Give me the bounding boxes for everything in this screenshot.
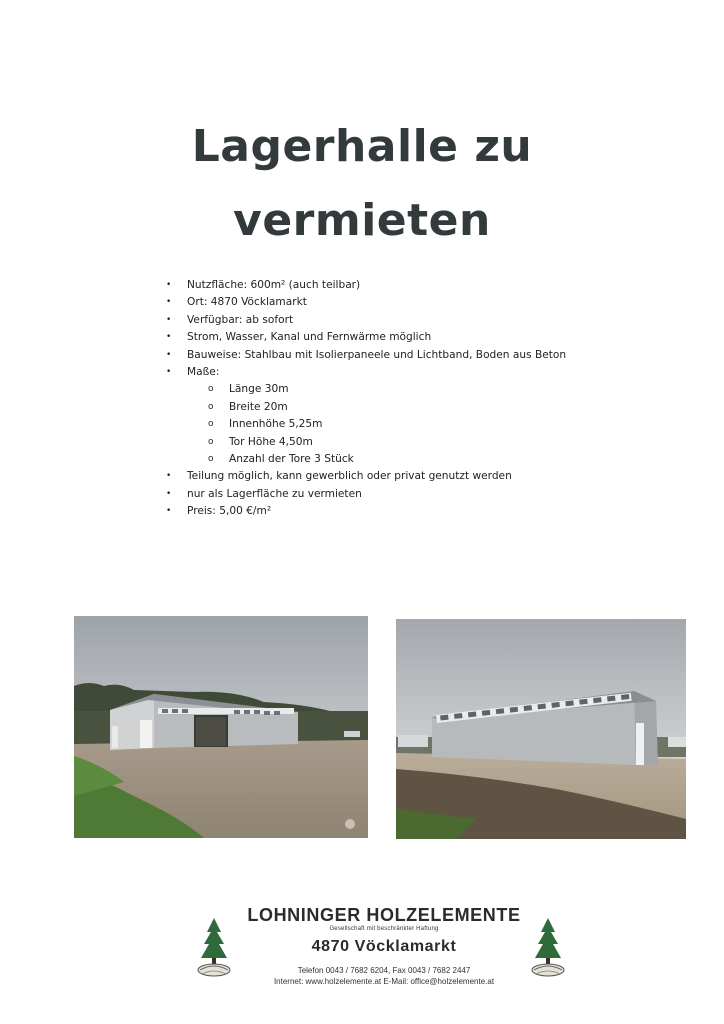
list-item <box>164 468 684 485</box>
bullet-icon: • <box>166 488 172 499</box>
list-item-text: Maße: <box>187 365 220 378</box>
list-item <box>164 329 684 346</box>
company-city: 4870 Vöcklamarkt <box>311 938 457 955</box>
list-item <box>164 347 684 364</box>
warehouse-photo-front <box>74 616 368 838</box>
sub-list-item <box>164 416 684 433</box>
warehouse-photo-side <box>396 619 686 839</box>
bullet-icon: • <box>166 471 172 482</box>
sub-list-item <box>164 434 684 451</box>
list-item-text: Teilung möglich, kann gewerblich oder privat genutzt werden <box>187 470 512 483</box>
bullet-icon: • <box>166 280 172 290</box>
company-web-email: Internet: www.holzelemente.at E-Mail: office@holzelemente.at <box>273 977 495 986</box>
bullet-icon: • <box>166 297 172 308</box>
list-item-text: nur als Lagerfläche zu vermieten <box>187 487 362 500</box>
company-phone-fax: Telefon 0043 / 7682 6204, Fax 0043 / 7682 2447 <box>297 966 471 975</box>
list-item <box>164 312 684 329</box>
circle-bullet-icon: o <box>208 453 214 464</box>
title-line-1: Lagerhalle zu <box>191 121 533 172</box>
sub-list-item-text: Tor Höhe 4,50m <box>229 435 313 448</box>
list-item <box>164 486 684 503</box>
list-item-text: Strom, Wasser, Kanal und Fernwärme möglich <box>187 331 432 344</box>
sub-list-item <box>164 451 684 468</box>
list-item-text: Verfügbar: ab sofort <box>187 313 294 326</box>
page-title <box>0 110 724 258</box>
list-item-text: Nutzfläche: 600m² (auch teilbar) <box>187 279 361 291</box>
bullet-icon: • <box>166 332 172 343</box>
list-item-text: Ort: 4870 Vöcklamarkt <box>187 296 307 309</box>
sub-list-item-text: Innenhöhe 5,25m <box>229 418 323 431</box>
sub-list-item <box>164 399 684 416</box>
sub-list-item <box>164 381 684 398</box>
bullet-icon: • <box>166 506 172 517</box>
circle-bullet-icon: o <box>208 419 214 430</box>
circle-bullet-icon: o <box>208 384 214 395</box>
bullet-icon: • <box>166 314 172 325</box>
company-name: LOHNINGER HOLZELEMENTE <box>247 905 521 925</box>
title-line-2: vermieten <box>233 195 491 246</box>
bullet-icon: • <box>166 366 172 377</box>
sub-list-item-text: Anzahl der Tore 3 Stück <box>229 452 354 465</box>
feature-list <box>164 277 684 520</box>
circle-bullet-icon: o <box>208 401 214 412</box>
list-item <box>164 503 684 520</box>
list-item <box>164 364 684 381</box>
list-item-text: Bauweise: Stahlbau mit Isolierpaneele und Lichtband, Boden aus Beton <box>187 348 567 361</box>
list-item <box>164 277 684 294</box>
bullet-icon: • <box>166 349 172 360</box>
list-item <box>164 294 684 311</box>
sub-list-item-text: Länge 30m <box>229 383 289 396</box>
sub-list-item-text: Breite 20m <box>229 400 288 413</box>
list-item-text: Preis: 5,00 €/m² <box>187 505 272 518</box>
circle-bullet-icon: o <box>208 436 214 447</box>
company-legal-form: Gesellschaft mit beschränkter Haftung <box>329 926 439 932</box>
